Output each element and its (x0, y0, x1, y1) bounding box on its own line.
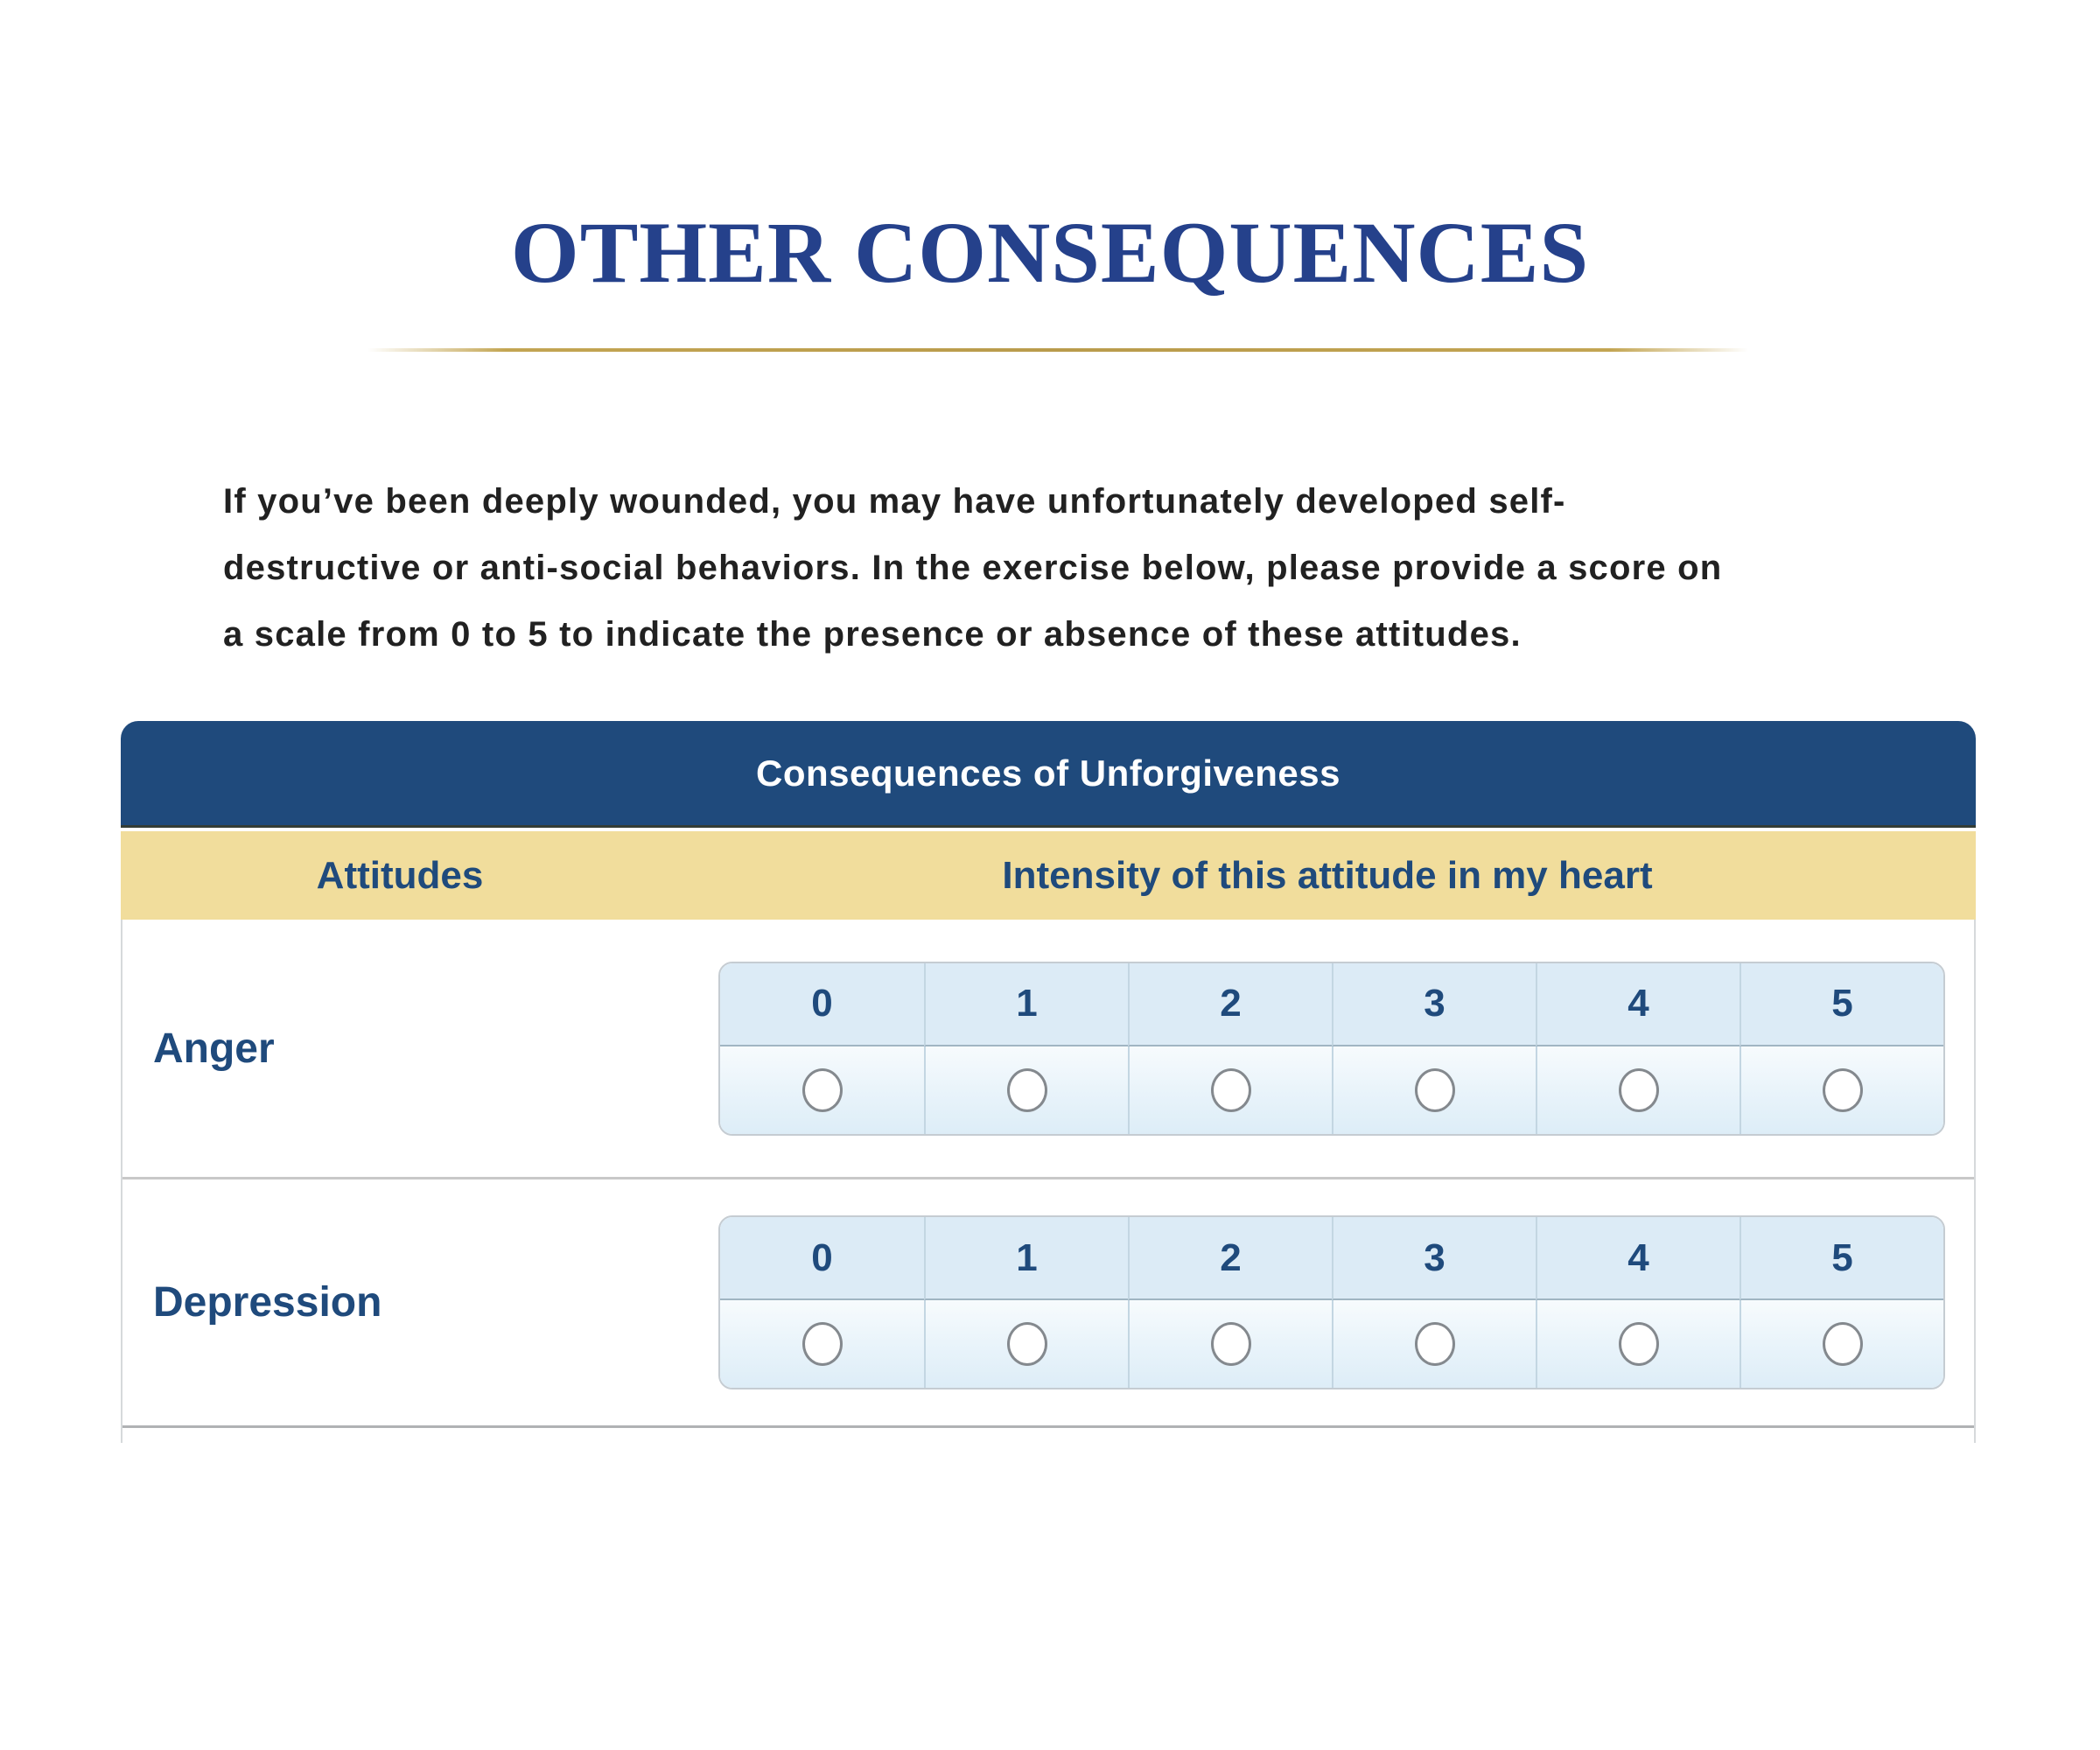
scale-number: 5 (1831, 982, 1853, 1025)
table-row-anger (122, 920, 1974, 1180)
scale-number: 3 (1424, 1236, 1446, 1279)
radio-depression-0[interactable] (802, 1322, 843, 1366)
rating-widget-cell (679, 1215, 1974, 1390)
title-divider (368, 348, 1748, 352)
radio-anger-2[interactable] (1211, 1068, 1251, 1112)
radio-depression-1[interactable] (1007, 1322, 1047, 1366)
rating-widget-cell (679, 962, 1974, 1136)
scale-header-cell (1332, 1217, 1536, 1300)
attitude-label-anger: Anger (153, 1025, 275, 1072)
table-subheader (121, 831, 1976, 920)
radio-cell (1128, 1046, 1332, 1134)
scale-number: 0 (811, 982, 833, 1025)
intro-line: a scale from 0 to 5 to indicate the presence or absence of these attitudes. (223, 615, 1522, 654)
scale-number: 1 (1016, 1236, 1038, 1279)
scale-header-cell (1332, 963, 1536, 1046)
radio-cell (720, 1046, 924, 1134)
scale-header-cell (1128, 1217, 1332, 1300)
intro-line: destructive or anti-social behaviors. In the exercise below, please provide a score on (223, 549, 1723, 587)
radio-anger-1[interactable] (1007, 1068, 1047, 1112)
radio-cell (1740, 1046, 1943, 1134)
table-title: Consequences of Unforgiveness (756, 752, 1340, 794)
radio-anger-4[interactable] (1619, 1068, 1659, 1112)
scale-header-cell (1536, 1217, 1740, 1300)
radio-cell (1332, 1046, 1536, 1134)
radio-cell (1536, 1046, 1740, 1134)
table-row-depression (122, 1180, 1974, 1428)
radio-cell (1332, 1300, 1536, 1388)
scale-number: 2 (1220, 982, 1242, 1025)
page-title: OTHER CONSEQUENCES (510, 204, 1590, 301)
radio-cell (1128, 1300, 1332, 1388)
scale-number: 2 (1220, 1236, 1242, 1279)
radio-cell (924, 1300, 1128, 1388)
table-body (121, 920, 1976, 1443)
rating-widget-depression (718, 1215, 1945, 1390)
scale-number: 3 (1424, 982, 1446, 1025)
scale-number: 4 (1628, 982, 1649, 1025)
radio-cell (720, 1300, 924, 1388)
radio-cell (1740, 1300, 1943, 1388)
radio-depression-2[interactable] (1211, 1322, 1251, 1366)
radio-depression-3[interactable] (1415, 1322, 1455, 1366)
scale-header-cell (1740, 963, 1943, 1046)
intro-paragraph (223, 468, 1938, 668)
radio-cell (1536, 1300, 1740, 1388)
radio-depression-5[interactable] (1823, 1322, 1863, 1366)
table-row-clipped (122, 1428, 1974, 1443)
scale-number: 1 (1016, 982, 1038, 1025)
scale-header-cell (720, 1217, 924, 1300)
radio-anger-5[interactable] (1823, 1068, 1863, 1112)
rating-widget-anger (718, 962, 1945, 1136)
column-header-attitudes: Attitudes (316, 853, 484, 897)
consequences-table (121, 721, 1976, 1443)
scale-header-cell (924, 963, 1128, 1046)
scale-header-cell (1536, 963, 1740, 1046)
scale-header-cell (924, 1217, 1128, 1300)
table-title-bar (121, 721, 1976, 828)
intro-line: If you’ve been deeply wounded, you may have unfortunately developed self- (223, 482, 1566, 521)
scale-number: 5 (1831, 1236, 1853, 1279)
scale-header-cell (1740, 1217, 1943, 1300)
radio-depression-4[interactable] (1619, 1322, 1659, 1366)
radio-anger-3[interactable] (1415, 1068, 1455, 1112)
scale-header-cell (720, 963, 924, 1046)
radio-cell (924, 1046, 1128, 1134)
scale-header-cell (1128, 963, 1332, 1046)
scale-number: 0 (811, 1236, 833, 1279)
radio-anger-0[interactable] (802, 1068, 843, 1112)
attitude-label-depression: Depression (153, 1279, 382, 1326)
column-header-intensity: Intensity of this attitude in my heart (1002, 853, 1653, 897)
scale-number: 4 (1628, 1236, 1649, 1279)
